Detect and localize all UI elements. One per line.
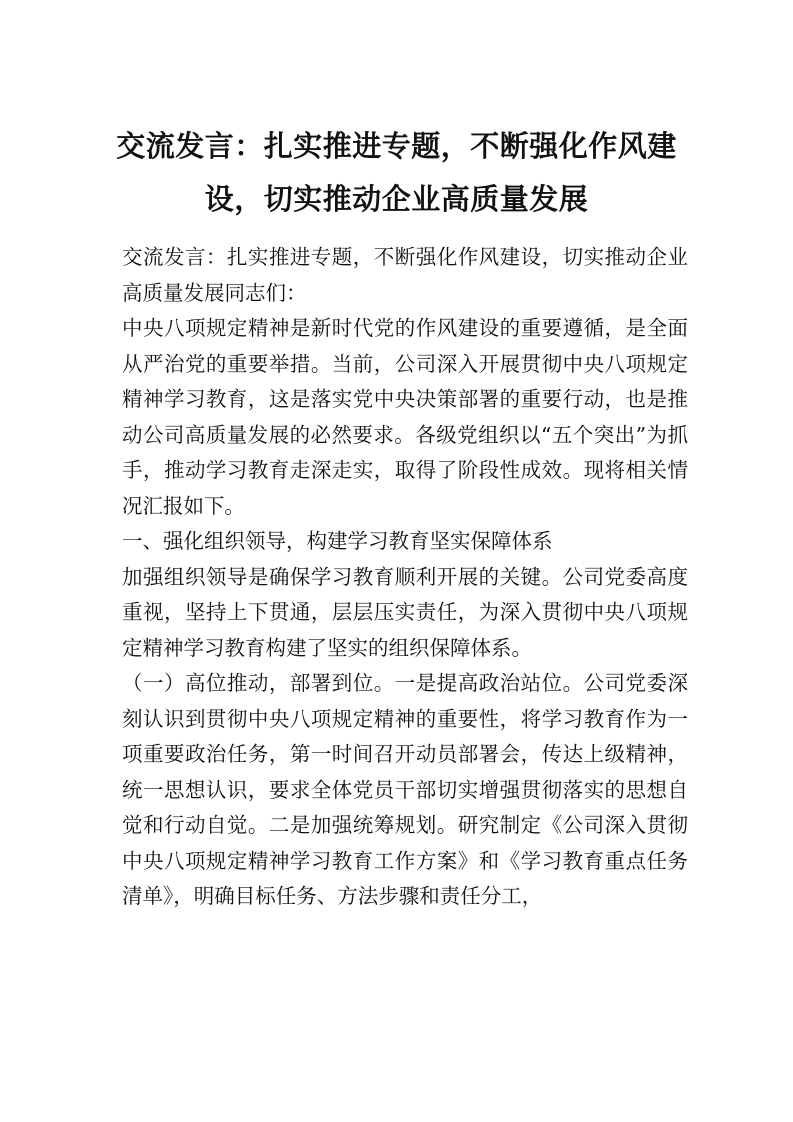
subsection-paragraph: （一）高位推动，部署到位。一是提高政治站位。公司党委深刻认识到贯彻中央八项规定精神的重要性，将学习教育作为一项重要政治任务，第一时间召开动员部署会，传达上级精神，统一思想认识，要求全体党员干部切实增强贯彻落实的思想自觉和行动自觉。二是加强统筹规划。研究制定《公司深入贯彻中央八项规定精神学习教育工作方案》和《学习教育重点任务清单》，明确目标任务、方法步骤和责任分工， <box>122 671 688 908</box>
intro-paragraph: 中央八项规定精神是新时代党的作风建设的重要遵循，是全面从严治党的重要举措。当前，公司深入开展贯彻中央八项规定精神学习教育，这是落实党中央决策部署的重要行动，也是推动公司高质量发展的必然要求。各级党组织以“五个突出”为抓手，推动学习教育走深走实，取得了阶段性成效。现将相关情况汇报如下。 <box>122 316 688 518</box>
document-title: 交流发言：扎实推进专题，不断强化作风建设，切实推动企业高质量发展 <box>116 129 677 216</box>
section-heading: 一、强化组织领导，构建学习教育坚实保障体系 <box>122 529 553 553</box>
salutation-paragraph: 交流发言：扎实推进专题，不断强化作风建设，切实推动企业高质量发展同志们： <box>122 245 688 305</box>
section-paragraph: 加强组织领导是确保学习教育顺利开展的关键。公司党委高度重视，坚持上下贯通，层层压实责任，为深入贯彻中央八项规定精神学习教育构建了坚实的组织保障体系。 <box>122 564 688 660</box>
document-body <box>122 240 688 915</box>
